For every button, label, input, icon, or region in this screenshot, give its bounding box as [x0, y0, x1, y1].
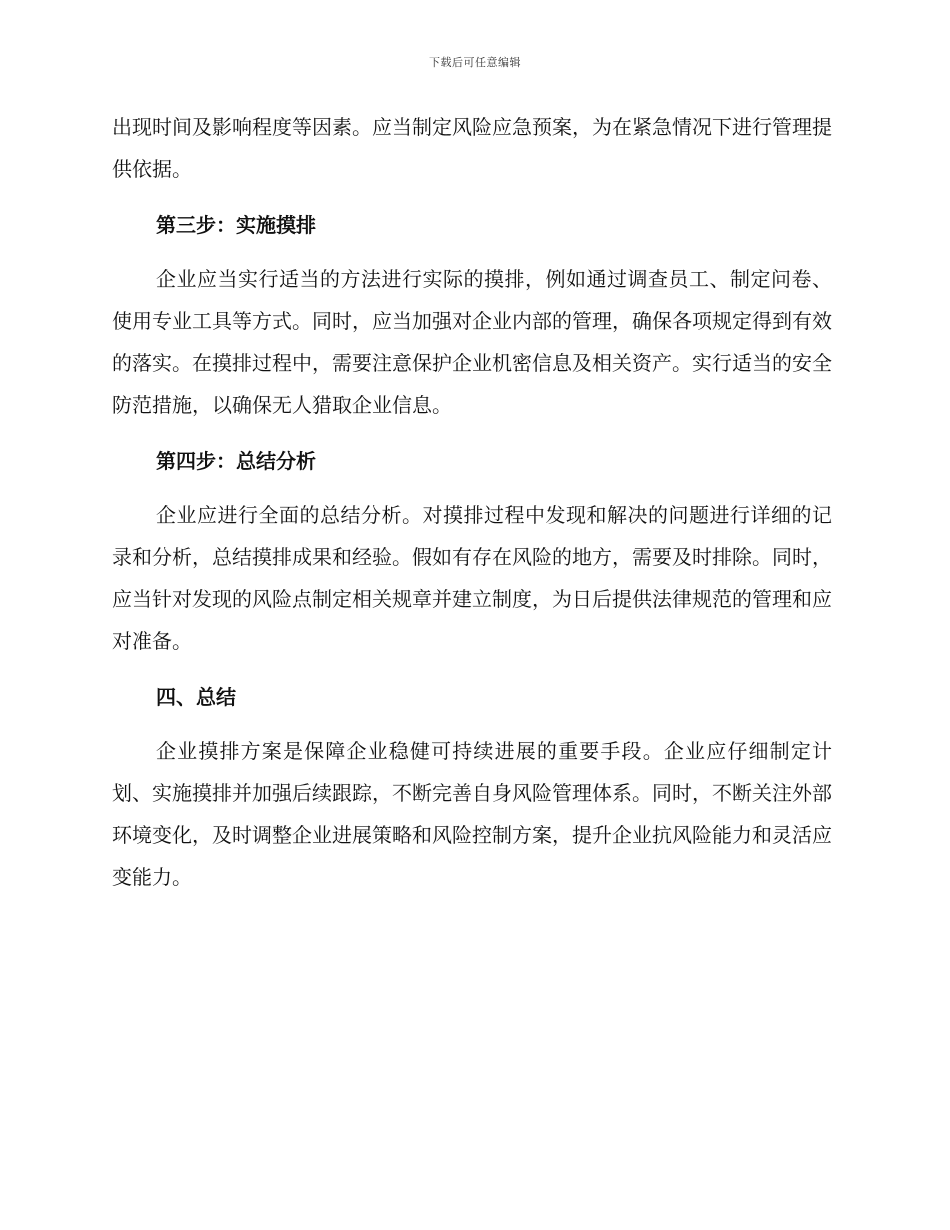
- heading-step-four: 第四步：总结分析: [156, 449, 316, 473]
- paragraph-step-four: 企业应进行全面的总结分析。对摸排过程中发现和解决的问题进行详细的记录和分析，总结摸排成果和经验。假如有存在风险的地方，需要及时排除。同时，应当针对发现的风险点制定相关规章并建立制度，为日后提供法律规范的管理和应对准备。: [112, 503, 832, 653]
- heading-summary: 四、总结: [156, 685, 236, 709]
- document-body: [112, 106, 832, 898]
- paragraph-continued: 出现时间及影响程度等因素。应当制定风险应急预案，为在紧急情况下进行管理提供依据。: [112, 115, 832, 181]
- paragraph-step-three: 企业应当实行适当的方法进行实际的摸排，例如通过调查员工、制定问卷、使用专业工具等方式。同时，应当加强对企业内部的管理，确保各项规定得到有效的落实。在摸排过程中，需要注意保护企业机密信息及相关资产。实行适当的安全防范措施，以确保无人猎取企业信息。: [112, 267, 832, 417]
- spacer: [112, 190, 832, 204]
- heading-step-three: 第三步：实施摸排: [156, 213, 316, 237]
- spacer: [112, 246, 832, 258]
- paragraph-summary: 企业摸排方案是保障企业稳健可持续进展的重要手段。企业应仔细制定计划、实施摸排并加强后续跟踪，不断完善自身风险管理体系。同时，不断关注外部环境变化，及时调整企业进展策略和风险控制方案，提升企业抗风险能力和灵活应变能力。: [112, 739, 832, 889]
- spacer: [112, 662, 832, 676]
- spacer: [112, 426, 832, 440]
- spacer: [112, 718, 832, 730]
- page-header: 下载后可任意编辑: [429, 56, 521, 69]
- spacer: [112, 482, 832, 494]
